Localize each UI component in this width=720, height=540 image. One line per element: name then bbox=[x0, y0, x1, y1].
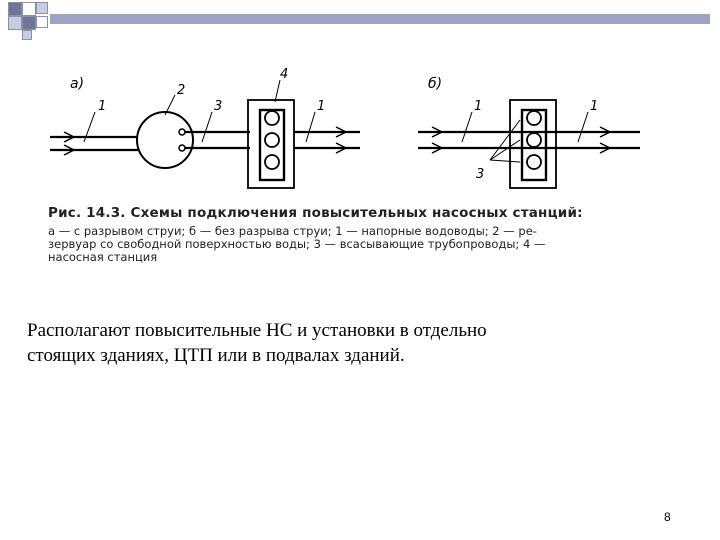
caption-line: а — с разрывом струи; б — без разрыва струи; 1 — напорные водоводы; 2 — ре- bbox=[48, 224, 537, 238]
deco-square bbox=[22, 30, 32, 40]
deco-square bbox=[36, 2, 48, 14]
label-b: б) bbox=[428, 76, 443, 92]
num-1-right-b: 1 bbox=[590, 99, 599, 114]
slide-body-text bbox=[27, 318, 687, 368]
page-number: 8 bbox=[664, 510, 671, 524]
deco-square bbox=[36, 16, 48, 28]
decorative-header bbox=[0, 0, 720, 40]
header-rule bbox=[50, 14, 710, 24]
figure-caption-title: Рис. 14.3. Схемы подключения повысительных насосных станций: bbox=[48, 205, 583, 221]
deco-square bbox=[8, 2, 22, 16]
caption-line: насосная станция bbox=[48, 250, 158, 264]
body-line: Располагают повысительные НС и установки в отдельно bbox=[27, 320, 487, 341]
deco-square bbox=[8, 16, 22, 30]
num-3-b: 3 bbox=[476, 167, 485, 182]
deco-square bbox=[22, 16, 36, 30]
num-1-right-a: 1 bbox=[317, 99, 326, 114]
num-1-left-b: 1 bbox=[474, 99, 483, 114]
body-line: стоящих зданиях, ЦТП или в подвалах зданий. bbox=[27, 345, 405, 366]
caption-line: зервуар со свободной поверхностью воды; 3 — всасывающие трубопроводы; 4 — bbox=[48, 237, 546, 251]
reservoir-circle bbox=[137, 112, 193, 168]
num-1-left-a: 1 bbox=[98, 99, 107, 114]
num-4: 4 bbox=[280, 67, 289, 82]
num-3-a: 3 bbox=[214, 99, 223, 114]
deco-square bbox=[22, 2, 36, 16]
label-a: а) bbox=[70, 76, 85, 92]
figure-caption-body bbox=[48, 225, 663, 264]
num-2: 2 bbox=[177, 83, 186, 98]
